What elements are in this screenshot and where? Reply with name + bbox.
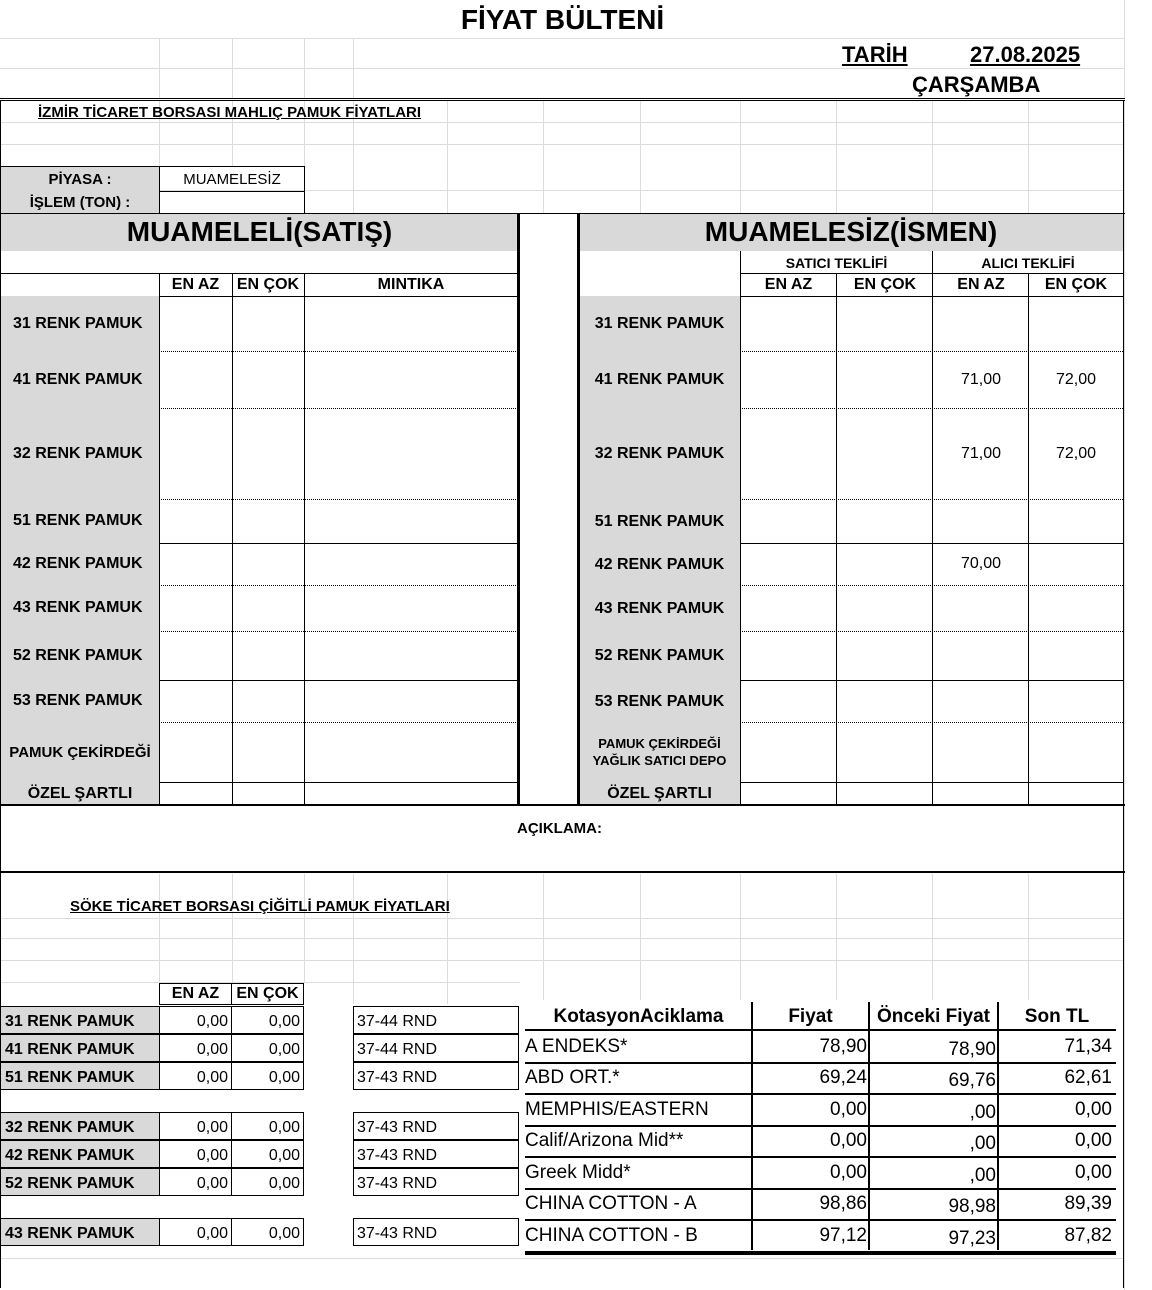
soke-max-value: 0,00 [232,1112,304,1140]
right-row-label: ÖZEL ŞARTLI [579,782,740,805]
row-divider [159,585,518,586]
kotasyon-onceki: 98,98 [948,1196,996,1218]
soke-rnd-value: 37-43 RND [353,1062,519,1090]
alici-max-value [1029,782,1123,805]
kotasyon-onceki: 78,90 [948,1038,996,1060]
left-header-mintika: MINTIKA [377,276,445,293]
soke-rnd-value: 37-43 RND [353,1218,519,1246]
date-value: 27.08.2025 [970,42,1081,67]
alici-min-value: 71,00 [960,444,1002,462]
soke-row-label: 42 RENK PAMUK [1,1140,159,1168]
alici-min-value: 71,00 [960,370,1002,388]
alici-min-value [933,631,1029,680]
kotasyon-name: Greek Midd* [525,1161,631,1183]
alici-max-value [1029,543,1123,585]
kotasyon-name: CHINA COTTON - B [525,1224,698,1246]
alici-max-value: 72,00 [1055,444,1097,462]
soke-row-label: 51 RENK PAMUK [1,1062,159,1090]
kotasyon-son: 71,34 [1064,1035,1112,1057]
piyasa-label: PİYASA : [1,166,159,191]
soke-row-label: 41 RENK PAMUK [1,1034,159,1062]
soke-max-value: 0,00 [232,1218,304,1246]
soke-rnd-value: 37-43 RND [353,1140,519,1168]
row-divider [159,631,518,632]
right-row-label: 43 RENK PAMUK [579,585,740,631]
kotasyon-col-rule [751,1002,753,1250]
right-header-satici-min: EN AZ [764,276,813,293]
kotasyon-onceki: ,00 [969,1164,996,1186]
soke-rnd-value: 37-44 RND [353,1006,519,1034]
kotasyon-onceki: 97,23 [948,1227,996,1249]
left-header-max: EN ÇOK [236,276,300,293]
kotasyon-son: 0,00 [1075,1130,1112,1152]
soke-max-value: 0,00 [232,1140,304,1168]
right-row-label: 32 RENK PAMUK [579,408,740,499]
soke-rnd-value: 37-44 RND [353,1034,519,1062]
left-header-min: EN AZ [171,276,220,293]
alici-min-value [933,296,1029,351]
row-divider [159,543,518,544]
soke-row-label: 43 RENK PAMUK [1,1218,159,1246]
kotasyon-name: ABD ORT.* [525,1067,620,1089]
kotasyon-son: 0,00 [1075,1098,1112,1120]
row-divider [159,499,518,500]
soke-heading: SÖKE TİCARET BORSASI ÇİĞİTLİ PAMUK FİYATLARI [70,897,450,915]
row-divider [159,680,518,681]
kotasyon-name: A ENDEKS* [525,1035,628,1057]
right-header-alici-max: EN ÇOK [1044,276,1108,293]
soke-min-value: 0,00 [159,1006,232,1034]
soke-row-label: 31 RENK PAMUK [1,1006,159,1034]
kotasyon-header: KotasyonAciklama [553,1006,724,1027]
kotasyon-col-rule [868,1002,870,1250]
alici-min-value [933,499,1029,543]
alici-max-value [1029,631,1123,680]
right-row-label: 51 RENK PAMUK [579,499,740,543]
alici-min-value: 70,00 [960,555,1002,572]
kotasyon-col-rule [997,1002,999,1250]
soke-header-max: EN ÇOK [232,983,304,1005]
right-row-label: PAMUK ÇEKİRDEĞİ YAĞLIK SATICI DEPO [579,722,740,782]
kotasyon-header: Önceki Fiyat [877,1006,990,1027]
alici-min-value [933,782,1029,805]
soke-max-value: 0,00 [232,1034,304,1062]
alici-max-value [1029,585,1123,631]
alici-max-value [1029,680,1123,722]
soke-row-label: 32 RENK PAMUK [1,1112,159,1140]
left-row-label: 41 RENK PAMUK [1,351,159,408]
soke-min-value: 0,00 [159,1062,232,1090]
kotasyon-fiyat: 78,90 [819,1035,867,1057]
kotasyon-fiyat: 98,86 [819,1193,867,1215]
left-row-label: 31 RENK PAMUK [1,296,159,351]
row-divider [159,722,518,723]
soke-header-min: EN AZ [159,983,232,1005]
izmir-heading: İZMİR TİCARET BORSASI MAHLIÇ PAMUK FİYATLARI [38,103,422,121]
right-row-label: 52 RENK PAMUK [579,631,740,680]
aciklama-label: AÇIKLAMA: [517,819,602,837]
satici-teklifi-header: SATICI TEKLİFİ [785,254,888,271]
kotasyon-header: Son TL [1024,1006,1090,1027]
soke-rnd-value: 37-43 RND [353,1112,519,1140]
soke-max-value: 0,00 [232,1006,304,1034]
kotasyon-name: MEMPHIS/EASTERN [525,1098,709,1120]
right-row-label: 53 RENK PAMUK [579,680,740,722]
alici-max-value [1029,499,1123,543]
left-section-title: MUAMELELİ(SATIŞ) [1,213,518,251]
soke-max-value: 0,00 [232,1062,304,1090]
kotasyon-fiyat: 0,00 [830,1098,867,1120]
alici-teklifi-header: ALICI TEKLİFİ [981,254,1075,271]
kotasyon-son: 89,39 [1064,1193,1112,1215]
soke-min-value: 0,00 [159,1034,232,1062]
alici-min-value [933,680,1029,722]
day-name: ÇARŞAMBA [912,72,1041,97]
right-row-label: 41 RENK PAMUK [579,351,740,408]
kotasyon-fiyat: 0,00 [830,1130,867,1152]
kotasyon-onceki: ,00 [969,1101,996,1123]
row-divider [159,351,518,352]
soke-rnd-value: 37-43 RND [353,1168,519,1196]
kotasyon-son: 62,61 [1064,1067,1112,1089]
soke-max-value: 0,00 [232,1168,304,1196]
soke-min-value: 0,00 [159,1168,232,1196]
kotasyon-name: Calif/Arizona Mid** [525,1130,684,1152]
kotasyon-header: Fiyat [788,1006,833,1027]
alici-min-value [933,585,1029,631]
kotasyon-fiyat: 69,24 [819,1067,867,1089]
right-header-alici-min: EN AZ [957,276,1005,293]
left-row-label: 52 RENK PAMUK [1,631,159,680]
soke-min-value: 0,00 [159,1218,232,1246]
soke-min-value: 0,00 [159,1140,232,1168]
kotasyon-fiyat: 97,12 [819,1224,867,1246]
left-row-label: 43 RENK PAMUK [1,585,159,631]
alici-max-value [1029,296,1123,351]
kotasyon-bottom-rule [525,1253,1116,1255]
islem-value [159,191,305,213]
date-label: TARİH [842,42,908,67]
row-divider [159,782,518,783]
kotasyon-name: CHINA COTTON - A [525,1193,697,1215]
kotasyon-onceki: ,00 [969,1133,996,1155]
left-row-label: 42 RENK PAMUK [1,543,159,585]
right-header-satici-max: EN ÇOK [853,276,917,293]
left-row-label: 51 RENK PAMUK [1,499,159,543]
alici-min-value [933,722,1029,782]
alici-max-value [1029,722,1123,782]
right-section-title: MUAMELESİZ(İSMEN) [579,213,1123,251]
page-title: FİYAT BÜLTENİ [460,4,665,35]
kotasyon-onceki: 69,76 [948,1070,996,1092]
kotasyon-son: 0,00 [1075,1161,1112,1183]
piyasa-value: MUAMELESİZ [159,166,305,191]
soke-min-value: 0,00 [159,1112,232,1140]
alici-max-value: 72,00 [1055,370,1097,388]
left-row-label: 53 RENK PAMUK [1,680,159,722]
left-row-label: ÖZEL ŞARTLI [1,782,159,805]
islem-label: İŞLEM (TON) : [1,191,159,213]
right-row-label: 31 RENK PAMUK [579,296,740,351]
left-row-label: PAMUK ÇEKİRDEĞİ [1,722,159,782]
left-row-label: 32 RENK PAMUK [1,408,159,499]
row-divider [159,408,518,409]
soke-row-label: 52 RENK PAMUK [1,1168,159,1196]
kotasyon-son: 87,82 [1064,1224,1112,1246]
right-row-label: 42 RENK PAMUK [579,543,740,585]
kotasyon-fiyat: 0,00 [830,1161,867,1183]
